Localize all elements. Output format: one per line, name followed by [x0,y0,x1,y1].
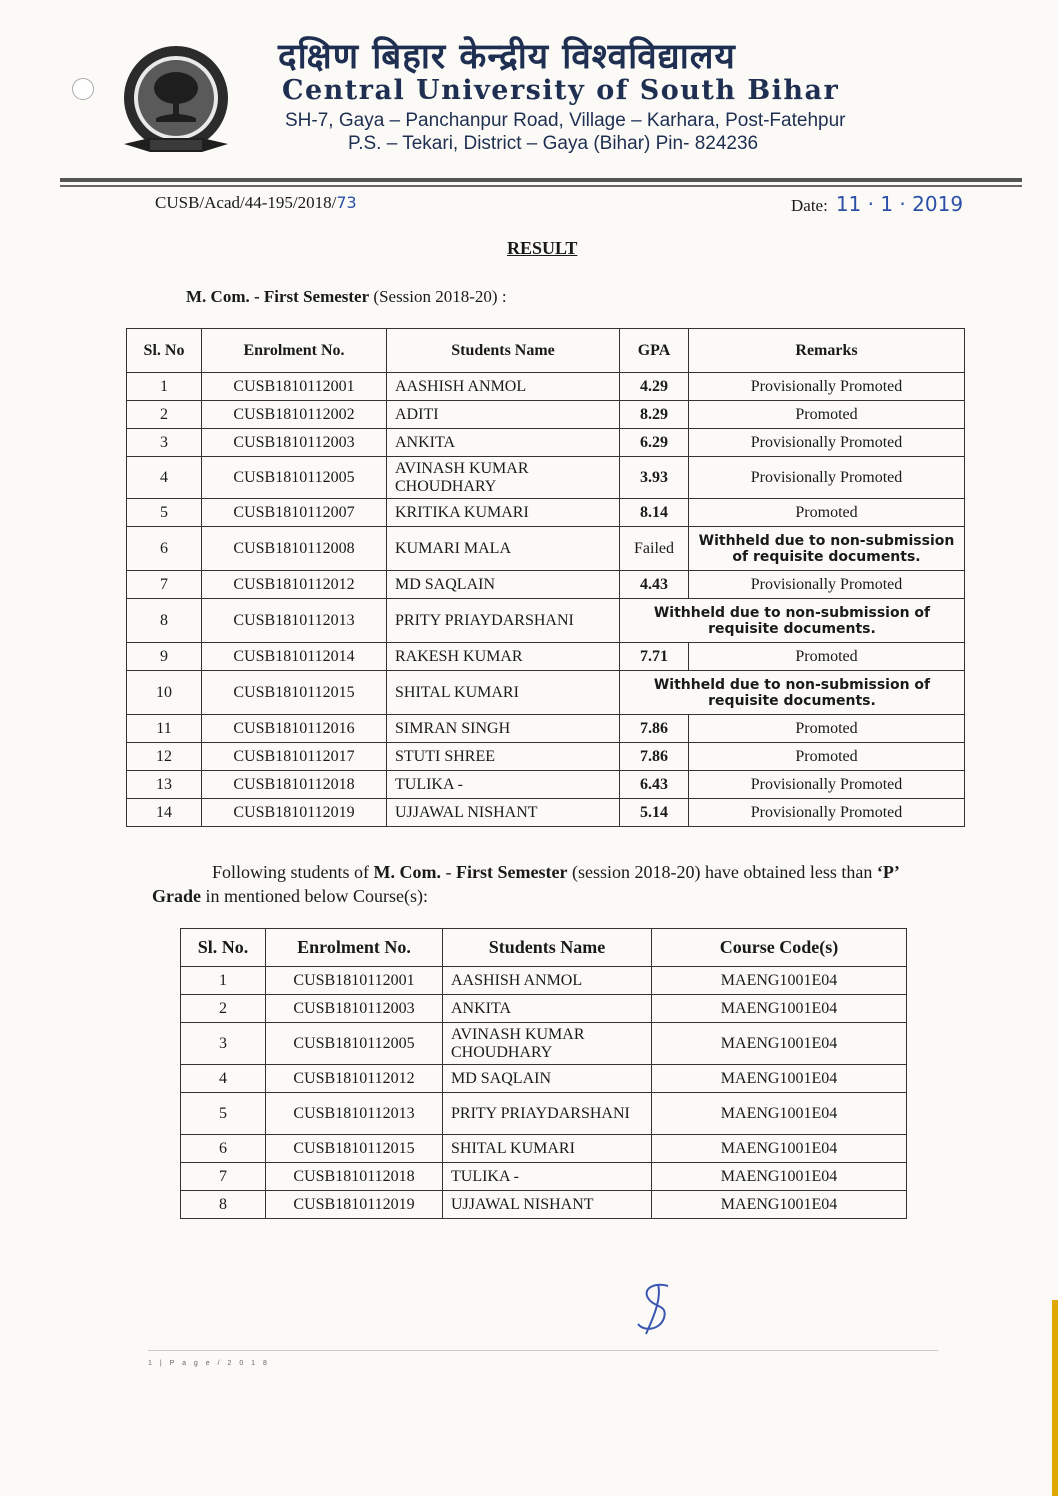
cell-sl: 8 [127,599,202,643]
cell-enrolment: CUSB1810112007 [202,499,387,527]
cell-name: ADITI [387,401,620,429]
signature [628,1280,684,1338]
cell-name: UJJAWAL NISHANT [387,799,620,827]
col-header-course-code: Course Code(s) [652,929,907,967]
col-header-gpa: GPA [620,329,689,373]
para-text-2: - [441,862,456,882]
grade-row [181,1093,907,1135]
result-table-body [127,373,965,827]
page-edge-strip [1052,1300,1058,1496]
cell-remarks: Promoted [689,715,965,743]
cell-withheld-remark: Withheld due to non-submission of requisite documents. [620,599,965,643]
grade-row [181,995,907,1023]
session-text: (Session 2018-20) : [373,287,507,306]
result-row [127,457,965,499]
cell-course-code: MAENG1001E04 [652,1191,907,1219]
cell-name: STUTI SHREE [387,743,620,771]
cell-remarks: Provisionally Promoted [689,571,965,599]
cell-name: SHITAL KUMARI [387,671,620,715]
cell-sl: 8 [181,1191,266,1219]
col-header-remarks: Remarks [689,329,965,373]
col-header-sl: Sl. No [127,329,202,373]
cell-remarks: Provisionally Promoted [689,373,965,401]
result-row [127,401,965,429]
cell-sl: 2 [181,995,266,1023]
cell-gpa: 7.71 [620,643,689,671]
cell-gpa: 4.43 [620,571,689,599]
cell-remarks: Provisionally Promoted [689,799,965,827]
cell-name: AASHISH ANMOL [387,373,620,401]
cell-gpa: 5.14 [620,799,689,827]
program-subtitle [186,287,507,307]
cell-enrolment: CUSB1810112003 [266,995,443,1023]
grade-table [180,928,907,1219]
cell-course-code: MAENG1001E04 [652,967,907,995]
university-name-english: Central University of South Bihar [282,75,840,106]
cell-course-code: MAENG1001E04 [652,995,907,1023]
result-row [127,743,965,771]
footer-rule [148,1350,938,1351]
cell-remarks: Promoted [689,643,965,671]
cell-remarks: Promoted [689,499,965,527]
cell-sl: 5 [181,1093,266,1135]
cell-enrolment: CUSB1810112001 [202,373,387,401]
cell-enrolment: CUSB1810112013 [266,1093,443,1135]
col-header-name: Students Name [443,929,652,967]
grade-row [181,967,907,995]
cell-gpa: 4.29 [620,373,689,401]
cell-name: ANKITA [443,995,652,1023]
header-rule-thick [60,178,1022,182]
cell-gpa: 7.86 [620,743,689,771]
cell-remarks: Provisionally Promoted [689,457,965,499]
cell-enrolment: CUSB1810112001 [266,967,443,995]
reference-printed: CUSB/Acad/44-195/2018/ [155,193,337,212]
col-header-enrolment: Enrolment No. [266,929,443,967]
cell-enrolment: CUSB1810112003 [202,429,387,457]
cell-course-code: MAENG1001E04 [652,1135,907,1163]
header-rule-thin [60,185,1022,187]
cell-sl: 4 [127,457,202,499]
reference-number [155,193,357,213]
col-header-name: Students Name [387,329,620,373]
cell-name: TULIKA - [387,771,620,799]
result-row [127,527,965,571]
cell-gpa: 3.93 [620,457,689,499]
cell-gpa: 6.43 [620,771,689,799]
cell-sl: 4 [181,1065,266,1093]
para-text-4: in mentioned below Course(s): [201,886,428,906]
reference-handwritten: 73 [336,193,357,212]
cell-enrolment: CUSB1810112015 [202,671,387,715]
cell-sl: 6 [181,1135,266,1163]
result-row [127,373,965,401]
punch-hole [72,78,94,100]
result-table-header [127,329,965,373]
cell-enrolment: CUSB1810112018 [202,771,387,799]
grade-table-body [181,967,907,1219]
cell-name: PRITY PRIAYDARSHANI [387,599,620,643]
cell-name: KRITIKA KUMARI [387,499,620,527]
cell-name: SHITAL KUMARI [443,1135,652,1163]
grade-row [181,1135,907,1163]
cell-name: TULIKA - [443,1163,652,1191]
cell-name: AVINASH KUMAR CHOUDHARY [387,457,620,499]
cell-remarks: Withheld due to non-submission of requisite documents. [689,527,965,571]
university-logo [120,44,232,162]
result-table [126,328,965,827]
para-text-3: (session 2018-20) have obtained less than [567,862,877,882]
col-header-sl: Sl. No. [181,929,266,967]
cell-enrolment: CUSB1810112019 [202,799,387,827]
result-row [127,599,965,643]
cell-name: KUMARI MALA [387,527,620,571]
cell-withheld-remark: Withheld due to non-submission of requisite documents. [620,671,965,715]
cell-enrolment: CUSB1810112014 [202,643,387,671]
cell-sl: 5 [127,499,202,527]
para-bold-program: M. Com. [373,862,441,882]
cell-enrolment: CUSB1810112015 [266,1135,443,1163]
cell-name: AVINASH KUMAR CHOUDHARY [443,1023,652,1065]
cell-name: PRITY PRIAYDARSHANI [443,1093,652,1135]
date [791,192,963,216]
result-row [127,571,965,599]
result-row [127,799,965,827]
cell-sl: 10 [127,671,202,715]
grade-row [181,1023,907,1065]
cell-sl: 3 [181,1023,266,1065]
result-row [127,429,965,457]
cell-remarks: Provisionally Promoted [689,429,965,457]
grade-table-header [181,929,907,967]
para-bold-semester: First Semester [456,862,568,882]
grade-row [181,1163,907,1191]
cell-sl: 1 [127,373,202,401]
cell-enrolment: CUSB1810112017 [202,743,387,771]
cell-gpa: 8.14 [620,499,689,527]
cell-remarks: Promoted [689,743,965,771]
cell-name: RAKESH KUMAR [387,643,620,671]
cell-gpa: 6.29 [620,429,689,457]
cell-remarks: Provisionally Promoted [689,771,965,799]
para-bold-grade: ‘P’ Grade [152,862,899,906]
cell-remarks: Promoted [689,401,965,429]
result-row [127,771,965,799]
result-row [127,671,965,715]
cell-enrolment: CUSB1810112012 [266,1065,443,1093]
para-text-1: Following students of [212,862,374,882]
grade-row [181,1191,907,1219]
cell-name: MD SAQLAIN [387,571,620,599]
cell-gpa: 7.86 [620,715,689,743]
cell-name: AASHISH ANMOL [443,967,652,995]
grade-paragraph [152,860,952,908]
cell-enrolment: CUSB1810112018 [266,1163,443,1191]
cell-sl: 12 [127,743,202,771]
cell-course-code: MAENG1001E04 [652,1023,907,1065]
cell-name: ANKITA [387,429,620,457]
cell-enrolment: CUSB1810112012 [202,571,387,599]
grade-row [181,1065,907,1093]
date-handwritten: 11 · 1 · 2019 [835,192,964,216]
cell-name: UJJAWAL NISHANT [443,1191,652,1219]
result-row [127,643,965,671]
address-line-1: SH-7, Gaya – Panchanpur Road, Village – Karhara, Post-Fatehpur [285,110,846,131]
cell-sl: 7 [127,571,202,599]
cell-sl: 2 [127,401,202,429]
cell-course-code: MAENG1001E04 [652,1065,907,1093]
cell-sl: 6 [127,527,202,571]
cell-sl: 3 [127,429,202,457]
cell-name: SIMRAN SINGH [387,715,620,743]
cell-enrolment: CUSB1810112005 [266,1023,443,1065]
cell-enrolment: CUSB1810112013 [202,599,387,643]
cell-enrolment: CUSB1810112016 [202,715,387,743]
cell-enrolment: CUSB1810112008 [202,527,387,571]
date-label: Date: [791,196,828,215]
cell-sl: 9 [127,643,202,671]
cell-enrolment: CUSB1810112005 [202,457,387,499]
cell-gpa: Failed [620,527,689,571]
cell-sl: 7 [181,1163,266,1191]
cell-course-code: MAENG1001E04 [652,1163,907,1191]
cell-sl: 14 [127,799,202,827]
col-header-enrolment: Enrolment No. [202,329,387,373]
cell-sl: 13 [127,771,202,799]
page-number: 1 | P a g e / 2 0 1 8 [148,1360,270,1367]
program-name: M. Com. - First Semester [186,287,370,306]
cell-enrolment: CUSB1810112002 [202,401,387,429]
result-row [127,499,965,527]
result-row [127,715,965,743]
cell-name: MD SAQLAIN [443,1065,652,1093]
cell-sl: 11 [127,715,202,743]
result-heading: RESULT [507,238,578,258]
cell-sl: 1 [181,967,266,995]
cell-enrolment: CUSB1810112019 [266,1191,443,1219]
address-line-2: P.S. – Tekari, District – Gaya (Bihar) Pin- 824236 [348,133,759,154]
cell-gpa: 8.29 [620,401,689,429]
university-name-hindi: दक्षिण बिहार केन्द्रीय विश्वविद्यालय [278,37,736,77]
cell-course-code: MAENG1001E04 [652,1093,907,1135]
